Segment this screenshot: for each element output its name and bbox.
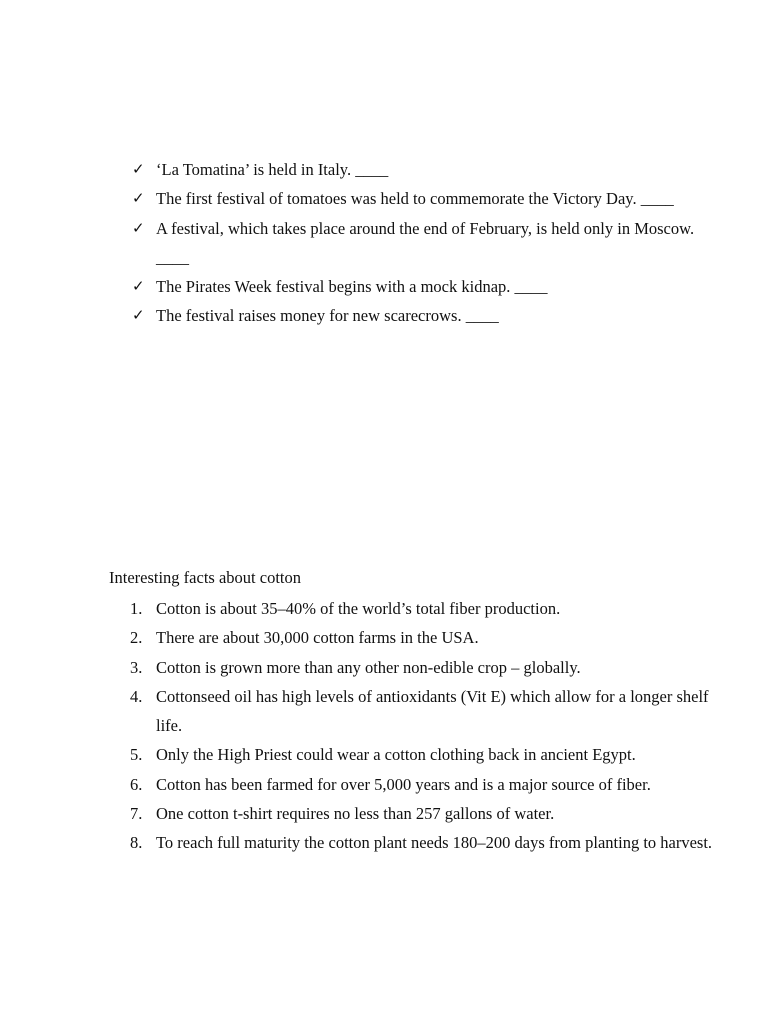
fact-text: Cottonseed oil has high levels of antioxidants (Vit E) which allow for a longer shelf life. — [156, 686, 709, 736]
fact-number: 1. — [130, 599, 143, 618]
checklist-item-text: The first festival of tomatoes was held to commemorate the Victory Day. ____ — [156, 189, 674, 209]
fact-number: 6. — [130, 774, 143, 794]
fact-text: Cotton is about 35–40% of the world’s total fiber production. — [156, 599, 561, 618]
fact-item — [130, 682, 730, 741]
checklist-item-text: The festival raises money for new scarecrows. ____ — [156, 306, 499, 326]
checkmark-icon: ✓ — [132, 277, 145, 296]
cotton-facts-heading: Interesting facts about cotton — [109, 568, 301, 587]
checkmark-icon: ✓ — [132, 160, 145, 178]
festival-checklist — [132, 155, 712, 331]
fact-text: Only the High Priest could wear a cotton clothing back in ancient Egypt. — [156, 745, 636, 765]
checklist-item — [132, 301, 712, 330]
fact-item — [130, 740, 730, 769]
fact-text: One cotton t-shirt requires no less than 257 gallons of water. — [156, 804, 555, 824]
checklist-item — [132, 272, 712, 301]
fact-number: 7. — [130, 804, 143, 824]
fact-item — [130, 770, 730, 799]
fact-number: 4. — [130, 686, 143, 706]
cotton-facts-list — [130, 594, 730, 858]
checklist-item — [132, 184, 712, 213]
checklist-item-text: The Pirates Week festival begins with a mock kidnap. ____ — [156, 277, 548, 297]
checklist-item-text: A festival, which takes place around the end of February, is held only in Moscow. ____ — [156, 218, 695, 267]
fact-item — [130, 594, 730, 623]
fact-item — [130, 828, 730, 857]
fact-number: 5. — [130, 745, 143, 765]
checkmark-icon: ✓ — [132, 306, 145, 325]
fact-number: 2. — [130, 628, 143, 648]
checklist-item — [132, 155, 712, 184]
checklist-item-text: ‘La Tomatina’ is held in Italy. ____ — [156, 160, 389, 179]
fact-item — [130, 799, 730, 828]
checkmark-icon: ✓ — [132, 189, 145, 208]
fact-item — [130, 653, 730, 682]
fact-text: To reach full maturity the cotton plant needs 180–200 days from planting to harvest. — [156, 833, 713, 853]
fact-number: 8. — [130, 833, 143, 853]
fact-item — [130, 623, 730, 652]
fact-text: Cotton has been farmed for over 5,000 years and is a major source of fiber. — [156, 774, 651, 794]
fact-text: Cotton is grown more than any other non-edible crop – globally. — [156, 657, 581, 677]
checkmark-icon: ✓ — [132, 218, 145, 237]
fact-number: 3. — [130, 657, 143, 677]
checklist-item — [132, 214, 712, 273]
fact-text: There are about 30,000 cotton farms in the USA. — [156, 628, 479, 648]
